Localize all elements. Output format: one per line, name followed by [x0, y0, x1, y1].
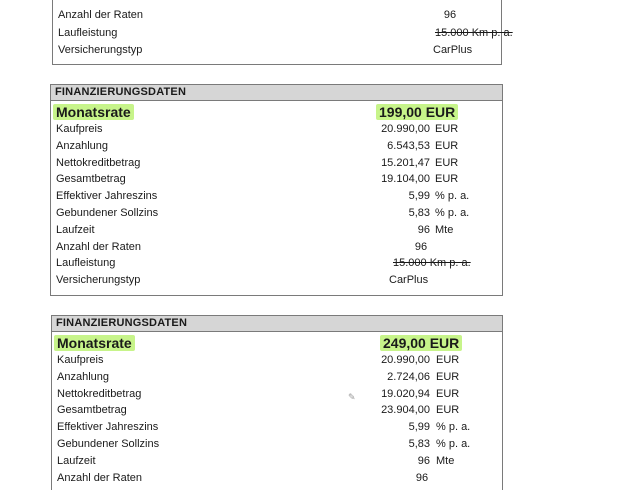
row-value: 19.020,94: [381, 387, 430, 400]
row-label: Gesamtbetrag: [56, 173, 126, 186]
row-label: Gesamtbetrag: [57, 404, 127, 417]
row-unit: % p. a.: [435, 207, 470, 219]
row-unit: EUR: [435, 139, 459, 152]
scan-speck: ✎: [348, 392, 356, 402]
row-anzahl-raten: [53, 9, 501, 25]
row-value: 5,83: [408, 207, 430, 219]
data-row: [52, 388, 502, 404]
financing-block-1: [50, 84, 503, 296]
data-row: [51, 274, 502, 290]
row-value: 96: [443, 9, 457, 21]
row-label: Kaufpreis: [56, 123, 103, 135]
row-label: Anzahl der Raten: [57, 471, 142, 484]
row-unit: % p. a.: [436, 438, 471, 450]
row-value: 96: [414, 240, 428, 253]
row-label: Effektiver Jahreszins: [57, 421, 159, 434]
row-value: 19.104,00: [381, 173, 430, 186]
row-label: Laufleistung: [58, 27, 118, 39]
data-row: [51, 140, 502, 156]
row-label: Laufzeit: [56, 223, 95, 236]
row-label: Gebundener Sollzins: [57, 438, 160, 450]
row-label: Kaufpreis: [57, 354, 104, 366]
financing-block-top: [52, 0, 513, 65]
row-label: Anzahl der Raten: [58, 9, 143, 21]
data-row: [52, 438, 502, 454]
row-label: Anzahl der Raten: [56, 240, 141, 253]
data-row: [51, 190, 502, 206]
row-unit: Mte: [435, 223, 454, 236]
row-value: 5,83: [408, 438, 430, 450]
data-row: [51, 224, 502, 240]
row-value: CarPlus: [433, 44, 473, 56]
row-value: 2.724,06: [387, 370, 430, 383]
row-unit: Mte: [436, 454, 455, 467]
data-row: [51, 257, 502, 273]
row-unit: EUR: [435, 173, 459, 186]
row-value: 96: [417, 223, 430, 236]
monatsrate-label: Monatsrate: [53, 104, 134, 120]
row-value: 5,99: [408, 421, 430, 434]
row-label: Nettokreditbetrag: [57, 387, 142, 400]
data-row: [51, 207, 502, 223]
data-row: [52, 404, 502, 420]
row-value: CarPlus: [389, 274, 429, 287]
data-row: [52, 354, 502, 370]
data-row: [52, 371, 502, 387]
row-label: Anzahlung: [57, 370, 109, 383]
row-value: 5,99: [408, 190, 430, 203]
row-value: 96: [417, 454, 430, 467]
data-row: [52, 455, 502, 471]
data-row: [52, 421, 502, 437]
row-label: Nettokreditbetrag: [56, 156, 141, 169]
row-value: 96: [415, 471, 429, 484]
row-laufzeit: [53, 0, 501, 2]
data-row: [51, 173, 502, 189]
row-unit: EUR: [436, 404, 460, 417]
row-unit: EUR: [436, 387, 460, 400]
row-unit: EUR: [435, 156, 459, 169]
row-label: Laufleistung: [56, 257, 116, 270]
row-value: 15.000 Km p. a.: [393, 257, 471, 270]
row-laufleistung: [53, 27, 513, 43]
row-versicherungstyp: [53, 44, 501, 60]
row-label: Gebundener Sollzins: [56, 207, 159, 219]
monatsrate-row: [51, 104, 502, 122]
data-row: [51, 241, 502, 257]
row-value: 23.904,00: [381, 404, 430, 417]
row-label: Anzahlung: [56, 139, 108, 152]
row-unit: % p. a.: [435, 190, 470, 203]
row-value: 20.990,00: [381, 123, 430, 135]
row-label: Versicherungstyp: [58, 44, 143, 56]
row-value: 20.990,00: [381, 354, 430, 366]
row-unit: EUR: [436, 370, 460, 383]
row-unit: EUR: [436, 354, 460, 366]
data-row: [51, 157, 502, 173]
data-row: [51, 123, 502, 139]
row-value: 15.201,47: [381, 156, 430, 169]
financing-block-2: [51, 315, 503, 490]
row-unit: % p. a.: [436, 421, 471, 434]
section-header: FINANZIERUNGSDATEN: [51, 85, 502, 101]
section-header: FINANZIERUNGSDATEN: [52, 316, 502, 332]
row-value: 6.543,53: [387, 139, 430, 152]
monatsrate-label: Monatsrate: [54, 335, 135, 351]
row-unit: EUR: [435, 123, 459, 135]
row-label: Versicherungstyp: [56, 274, 141, 287]
monatsrate-value: 249,00 EUR: [380, 335, 462, 351]
monatsrate-row: [52, 335, 502, 353]
row-label: Effektiver Jahreszins: [56, 190, 158, 203]
monatsrate-value: 199,00 EUR: [376, 104, 458, 120]
row-label: Laufzeit: [57, 454, 96, 467]
row-value: 15.000 Km p. a.: [435, 27, 513, 39]
